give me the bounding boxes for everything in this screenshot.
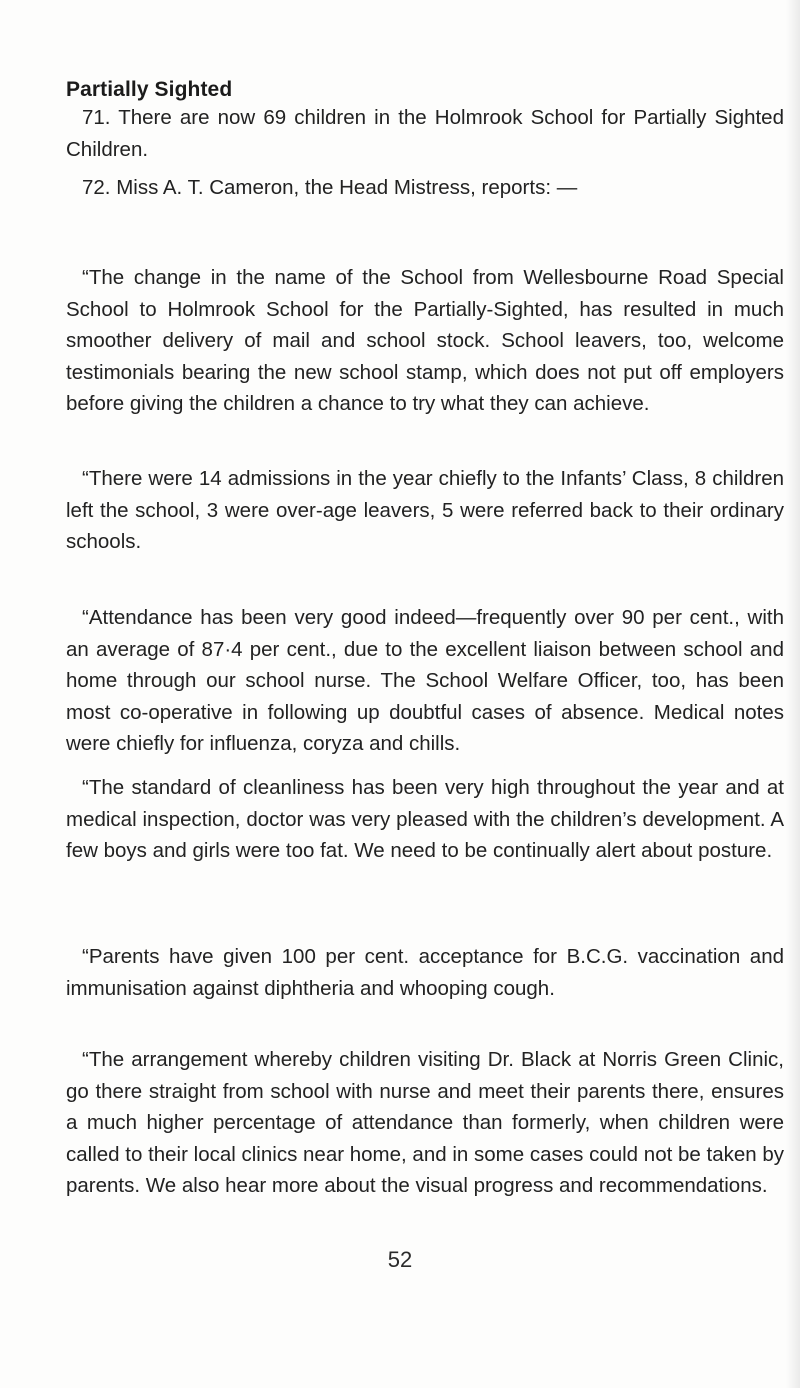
report-paragraph-clinic-arrangement: “The arrangement whereby children visiting Dr. Black at Norris Green Clinic, go there straight from school with nurse and meet their parents there, ensures a much higher percentage of attendance than formerly, when children were called to their local clinics near home, and in some cases could not be taken by parents. We also hear more about the visual progress and recommendations. xyxy=(66,1048,784,1197)
report-paragraph-school-name: “The change in the name of the School from Wellesbourne Road Special School to Holmrook School for the Partially-Sighted, has resulted in much smoother delivery of mail and school stock. School leavers, too, welcome testimonials bearing the new school stamp, which does not put off employers before giving the children a chance to try what they can achieve. xyxy=(66,266,784,415)
section-heading: Partially Sighted xyxy=(66,78,233,101)
report-paragraph-attendance: “Attendance has been very good indeed—frequently over 90 per cent., with an average of 87·4 per cent., due to the excellent liaison between school and home through our school nurse. The School Welfare Officer, too, has been most co-operative in following up doubtful cases of absence. Medical notes were chiefly for influenza, coryza and chills. xyxy=(66,606,784,755)
page-number: 52 xyxy=(387,1247,413,1272)
paragraph-71: 71. There are now 69 children in the Holmrook School for Partially Sighted Children. xyxy=(66,106,784,161)
page-edge-shadow xyxy=(786,0,800,1388)
report-paragraph-cleanliness: “The standard of cleanliness has been very high throughout the year and at medical inspection, doctor was very pleased with the children’s development. A few boys and girls were too fat. We need to be continually alert about posture. xyxy=(66,776,784,862)
report-paragraph-vaccination: “Parents have given 100 per cent. acceptance for B.C.G. vaccination and immunisation against diphtheria and whooping cough. xyxy=(66,945,784,1000)
paragraph-72: 72. Miss A. T. Cameron, the Head Mistress, reports: — xyxy=(82,176,578,199)
report-paragraph-admissions: “There were 14 admissions in the year chiefly to the Infants’ Class, 8 children left the school, 3 were over-age leavers, 5 were referred back to their ordinary schools. xyxy=(66,467,784,553)
